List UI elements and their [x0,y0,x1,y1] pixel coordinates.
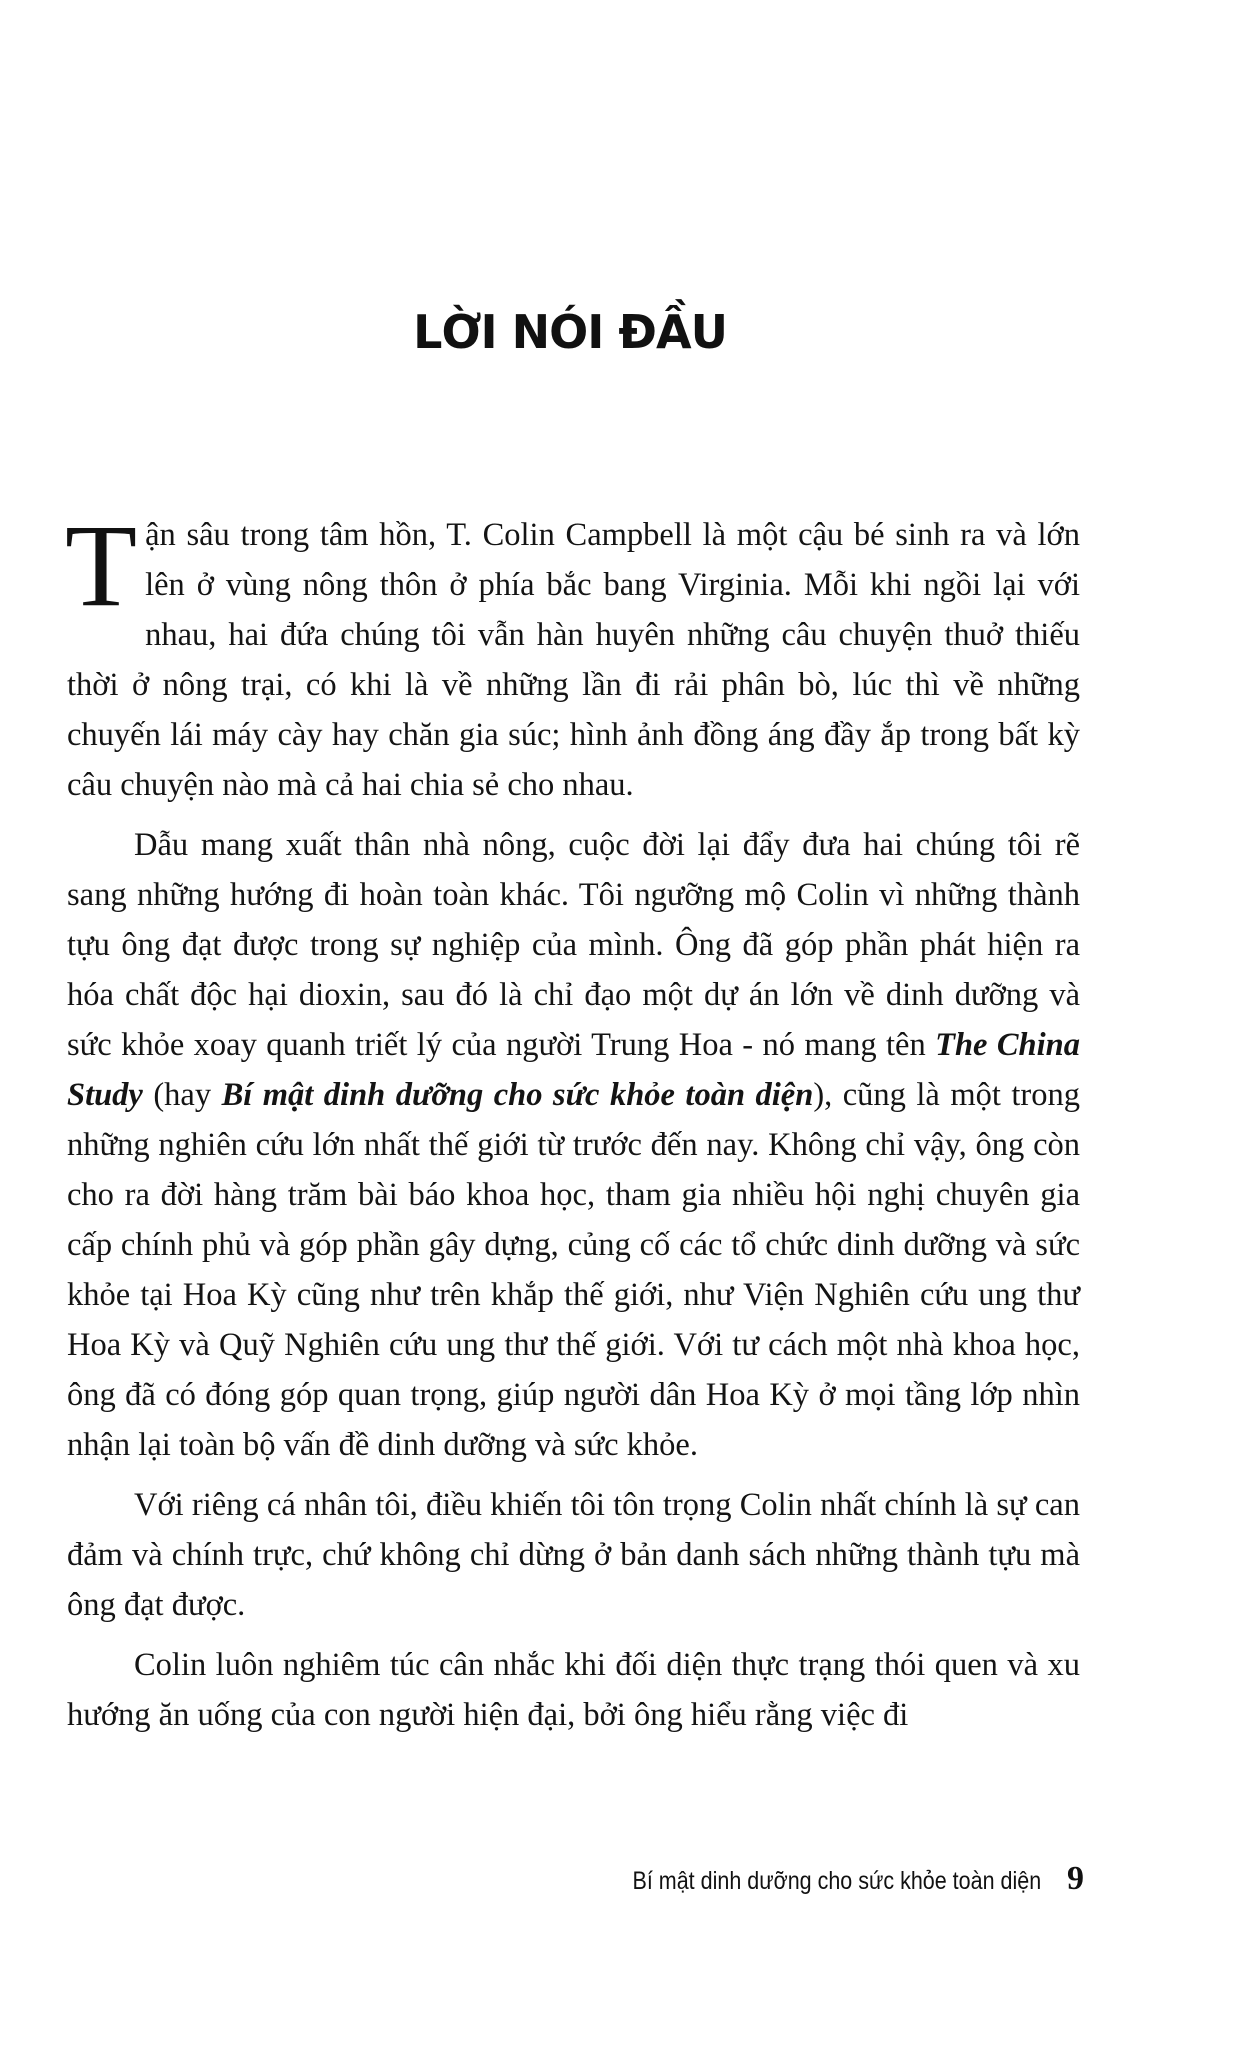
page-title: LỜI NÓI ĐẦU [413,305,727,359]
page-number: 9 [1067,1860,1084,1897]
book-title-vietnamese: Bí mật dinh dưỡng cho sức khỏe toàn diện [221,1077,814,1113]
book-title-english: The China Study [67,1027,1080,1113]
paragraph-2 [67,820,1080,1470]
paragraph-4: Colin luôn nghiêm túc cân nhắc khi đối diện thực trạng thói quen và xu hướng ăn uống của con người hiện đại, bởi ông hiểu rằng việc đi [67,1647,1080,1733]
paragraph-2-text-c: ), cũng là một trong những nghiên cứu lớn nhất thế giới từ trước đến nay. Không chỉ vậy, ông còn cho ra đời hàng trăm bài báo khoa học, tham gia nhiều hội nghị chuyên gia cấp chính phủ và góp phần gây dựng, củng cố các tổ chức dinh dưỡng và sức khỏe tại Hoa Kỳ cũng như trên khắp thế giới, như Viện Nghiên cứu ung thư Hoa Kỳ và Quỹ Nghiên cứu ung thư thế giới. Với tư cách một nhà khoa học, ông đã có đóng góp quan trọng, giúp người dân Hoa Kỳ ở mọi tầng lớp nhìn nhận lại toàn bộ vấn đề dinh dưỡng và sức khỏe. [67,1077,1080,1463]
paragraph-2-text-b: (hay [142,1077,222,1113]
paragraph-2-text-a: Dẫu mang xuất thân nhà nông, cuộc đời lại đẩy đưa hai chúng tôi rẽ sang những hướng đi hoàn toàn khác. Tôi ngưỡng mộ Colin vì những thành tựu ông đạt được trong sự nghiệp của mình. Ông đã góp phần phát hiện ra hóa chất độc hại dioxin, sau đó là chỉ đạo một dự án lớn về dinh dưỡng và sức khỏe xoay quanh triết lý của người Trung Hoa - nó mang tên [67,827,1080,1063]
drop-cap: T [65,500,138,631]
paragraph-1 [65,500,1080,810]
page-footer [566,1860,1084,1898]
paragraph-3: Với riêng cá nhân tôi, điều khiến tôi tôn trọng Colin nhất chính là sự can đảm và chính trực, chứ không chỉ dừng ở bản danh sách những thành tựu mà ông đạt được. [67,1487,1080,1623]
running-footer-title: Bí mật dinh dưỡng cho sức khỏe toàn diện [632,1867,1041,1895]
paragraph-1-text: ận sâu trong tâm hồn, T. Colin Campbell là một cậu bé sinh ra và lớn lên ở vùng nông thôn ở phía bắc bang Virginia. Mỗi khi ngồi lại với nhau, hai đứa chúng tôi vẫn hàn huyên những câu chuyện thuở thiếu thời ở nông trại, có khi là về những lần đi rải phân bò, lúc thì về những chuyến lái máy cày hay chăn gia súc; hình ảnh đồng áng đầy ắp trong bất kỳ câu chuyện nào mà cả hai chia sẻ cho nhau. [67,517,1080,803]
body-text [65,500,1080,1750]
